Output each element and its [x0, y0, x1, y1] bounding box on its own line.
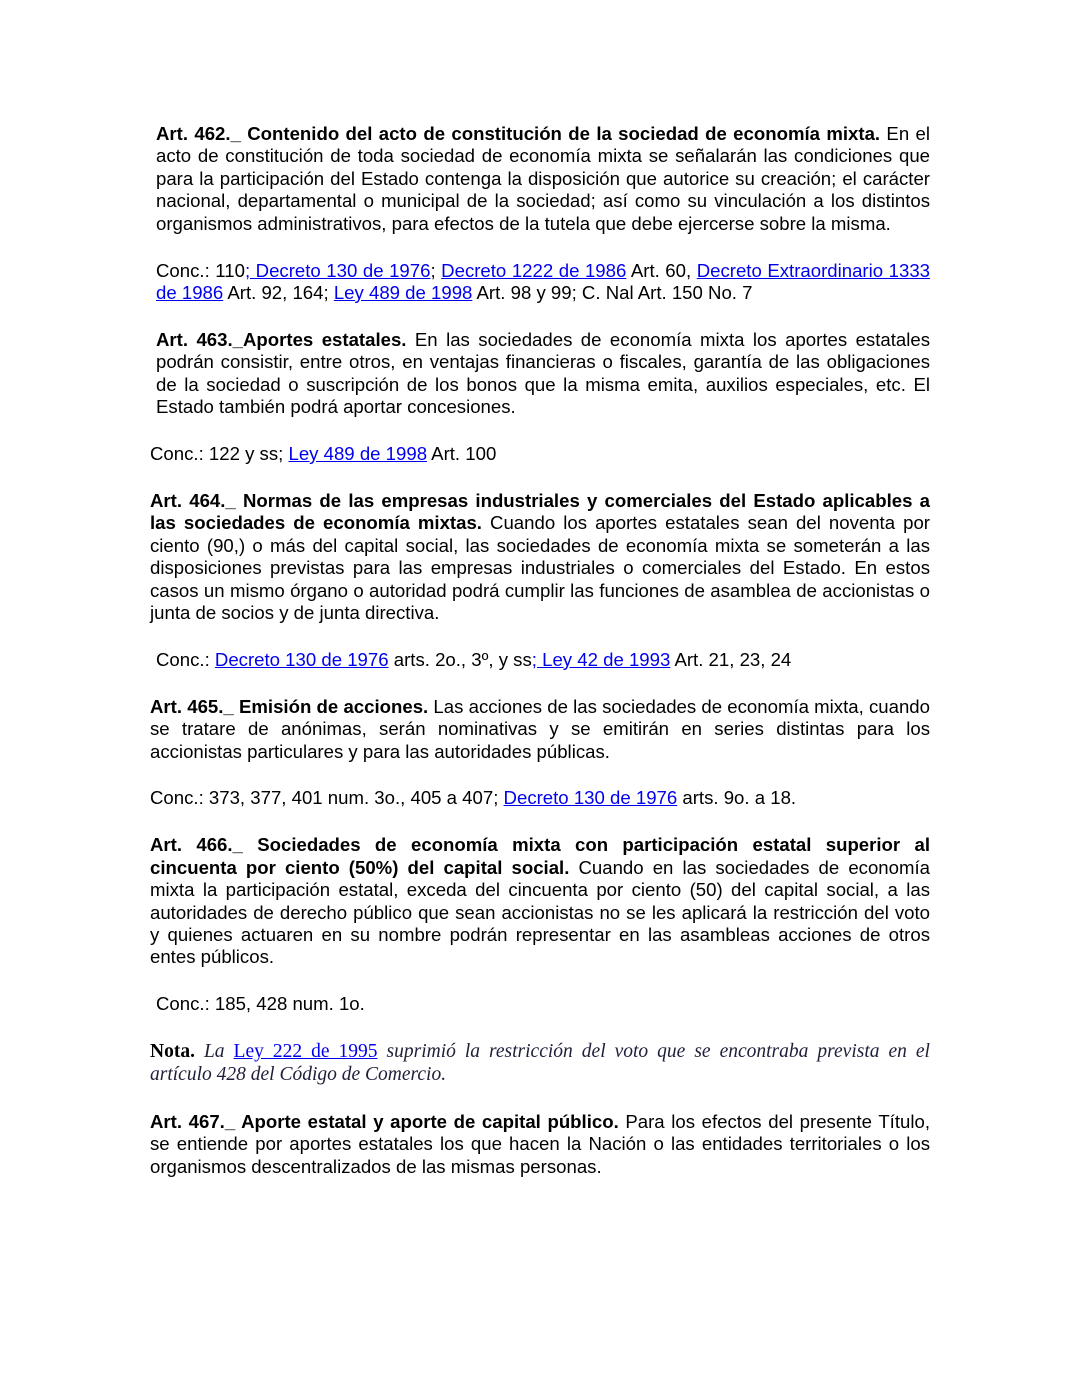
article-body: Cuando en las sociedades de economía mixta la participación estatal, exceda del cincuenta por ciento (50) del capital social, a las autoridades de derecho público que sean accionistas no se les aplicará la restricción del voto y quienes actuaren en su nombre podrán representar en las asambleas acciones de otros entes públicos. — [150, 856, 930, 968]
conc-text: Art. 98 y 99; C. Nal Art. 150 No. 7 — [472, 281, 753, 303]
article-heading: Art. 466._ Sociedades de economía mixta con participación estatal superior al cincuenta por ciento (50%) del capital social. — [150, 834, 930, 878]
conc-text: arts. 9o. a 18. — [677, 787, 797, 809]
conc-text: Art. 100 — [427, 442, 497, 464]
note-paragraph — [150, 1040, 930, 1086]
link-decreto-130-1976[interactable]: Decreto 130 de 1976 — [503, 787, 678, 809]
concordance-466 — [150, 993, 930, 1015]
note-text: La — [194, 1041, 234, 1063]
link-ley-42-1993[interactable]: ; Ley 42 de 1993 — [531, 648, 671, 670]
article-heading: Art. 464._ Normas de las empresas industriales y comerciales del Estado aplicables a las sociedades de economía mixtas. — [150, 489, 930, 534]
link-decreto-130-1976[interactable]: Decreto 130 de 1976 — [214, 648, 389, 670]
concordance-463 — [150, 443, 930, 465]
link-ley-489-1998[interactable]: Ley 489 de 1998 — [288, 442, 428, 464]
article-467 — [150, 1111, 930, 1178]
conc-text: Art. 60, — [626, 259, 697, 281]
conc-text: arts. 2o., 3º, y ss — [388, 648, 532, 670]
article-heading: Art. 465._ Emisión de acciones. — [150, 695, 429, 717]
conc-text: Conc.: 185, 428 num. 1o. — [156, 993, 365, 1015]
article-body: Las acciones de las sociedades de economía mixta, cuando se tratare de anónimas, serán nominativas y se emitirán en series distintas para los accionistas particulares y para las autoridades públicas. — [150, 695, 930, 762]
article-465 — [150, 696, 930, 763]
link-ley-489-1998[interactable]: Ley 489 de 1998 — [333, 281, 473, 303]
article-466 — [150, 834, 930, 968]
document-page — [150, 123, 930, 1202]
article-464 — [150, 490, 930, 624]
conc-text: ; — [430, 259, 442, 281]
article-body: En las sociedades de economía mixta los aportes estatales podrán consistir, entre otros, en ventajas financieras o fiscales, garantía de las obligaciones de la sociedad o suscripción de los bonos que la misma emita, auxilios especiales, etc. El Estado también podrá aportar concesiones. — [156, 328, 930, 418]
article-462 — [150, 123, 930, 235]
link-ley-222-1995[interactable]: Ley 222 de 1995 — [233, 1041, 378, 1063]
conc-prefix: Conc.: — [156, 648, 215, 670]
concordance-465 — [150, 787, 930, 809]
note-text: suprimió la restricción del voto que se encontraba prevista en el artículo 428 del Código de Comercio. — [150, 1041, 930, 1086]
conc-text: Art. 92, 164; — [223, 281, 334, 303]
conc-prefix: Conc.: 110 — [156, 259, 245, 281]
concordance-462 — [150, 260, 930, 305]
link-decreto-1222-1986[interactable]: Decreto 1222 de 1986 — [441, 259, 627, 281]
article-body: En el acto de constitución de toda sociedad de economía mixta se señalarán las condiciones que para la participación del Estado contenga la disposición que autorice su creación; el carácter nacional, departamental o municipal de la sociedad; así como su vinculación a los distintos organismos administrativos, para efectos de la tutela que debe ejercerse sobre la misma. — [156, 123, 930, 234]
article-heading: Art. 467._ Aporte estatal y aporte de capital público. — [150, 1110, 619, 1132]
link-decreto-130-1976[interactable]: ; Decreto 130 de 1976 — [244, 259, 431, 281]
note-label: Nota. — [150, 1041, 195, 1063]
article-body: Cuando los aportes estatales sean del noventa por ciento (90,) o más del capital social, las sociedades de economía mixta se someterán a las disposiciones previstas para las empresas industriales o comerciales del Estado. En estos casos un mismo órgano o autoridad podrá cumplir las funciones de asamblea de accionistas o junta de socios y de junta directiva. — [150, 512, 930, 623]
link-decreto-1333-1986[interactable]: Decreto Extraordinario 1333 de 1986 — [156, 259, 931, 303]
concordance-464 — [150, 649, 930, 671]
conc-prefix: Conc.: 373, 377, 401 num. 3o., 405 a 407; — [150, 787, 504, 809]
article-heading: Art. 463._Aportes estatales. — [156, 328, 407, 350]
article-heading: Art. 462._ Contenido del acto de constitución de la sociedad de economía mixta. — [156, 123, 881, 144]
conc-text: Art. 21, 23, 24 — [670, 648, 792, 670]
conc-prefix: Conc.: 122 y ss; — [150, 442, 289, 464]
article-body: Para los efectos del presente Título, se entiende por aportes estatales los que hacen la Nación o las entidades territoriales o los organismos descentralizados de las mismas personas. — [150, 1110, 930, 1177]
article-463 — [150, 329, 930, 419]
